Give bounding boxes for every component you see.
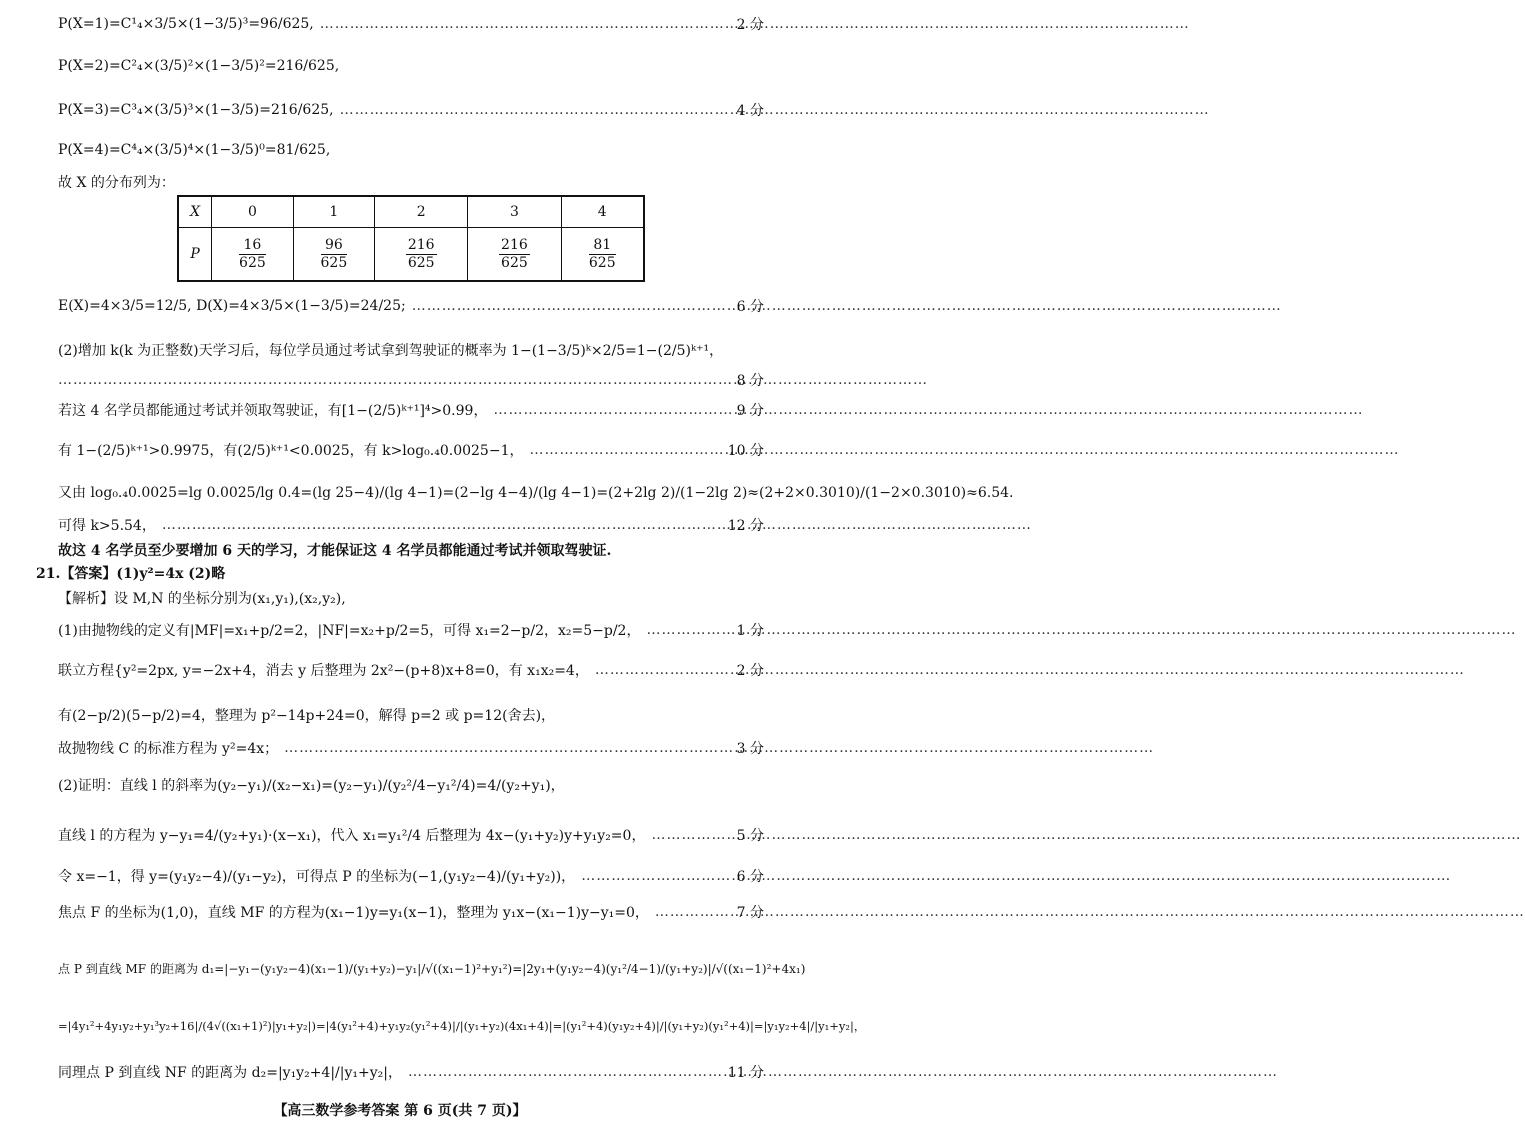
score: 2 分 <box>736 663 764 679</box>
fraction <box>589 237 616 270</box>
leader-dots <box>320 16 731 32</box>
line-text: P(X=3)=C³₄×(3/5)³×(1−3/5)=216/625, <box>58 102 334 118</box>
line-text: 故抛物线 C 的标准方程为 y²=4x； <box>58 741 279 757</box>
numerator: 96 <box>321 237 348 254</box>
table-cell <box>212 228 293 282</box>
line-text: 令 x=−1，得 y=(y₁y₂−4)/(y₁−y₂)，可得点 P 的坐标为(−1,(y₁y₂−4)/(y₁+y₂))， <box>58 869 576 885</box>
line-q21-distance-d2 <box>58 1062 764 1082</box>
line-text: 有(2−p/2)(5−p/2)=4，整理为 p²−14p+24=0，解得 p=2 或 p=12(舍去)， <box>58 708 556 724</box>
denominator: 625 <box>501 254 528 271</box>
score: 11 分 <box>727 1065 764 1081</box>
denominator: 625 <box>239 254 266 271</box>
page-footer: 【高三数学参考答案 第 6 页(共 7 页)】 <box>273 1103 527 1119</box>
leader-dots <box>646 622 730 638</box>
numerator: 81 <box>589 237 616 254</box>
line-distribution-intro <box>58 172 764 192</box>
table-cell <box>468 228 561 282</box>
line-text: P(X=4)=C⁴₄×(3/5)⁴×(1−3/5)⁰=81/625, <box>58 142 331 158</box>
table-cell: P <box>178 228 212 282</box>
score: 10 分 <box>727 443 764 459</box>
line-q21-distance-simplify <box>58 1018 866 1034</box>
score: 5 分 <box>736 828 764 844</box>
line-k-result <box>58 515 764 535</box>
line-text: 故这 4 名学员至少要增加 6 天的学习，才能保证这 4 名学员都能通过考试并领取驾驶证. <box>58 543 612 559</box>
line-text: 若这 4 名学员都能通过考试并领取驾驶证，有[1−(2/5)ᵏ⁺¹]⁴>0.99， <box>58 403 488 419</box>
leader-dots <box>340 102 731 118</box>
table-cell: 3 <box>468 196 561 228</box>
leader-dots <box>581 868 730 884</box>
line-text: 【解析】设 M,N 的坐标分别为(x₁,y₁),(x₂,y₂), <box>58 591 346 607</box>
line-text: (2)证明：直线 l 的斜率为(y₂−y₁)/(x₂−x₁)=(y₂−y₁)/(y₂²/4−y₁²/4)=4/(y₂+y₁)， <box>58 778 565 794</box>
score: 2 分 <box>736 17 764 33</box>
distribution-table <box>177 195 645 282</box>
line-text: 焦点 F 的坐标为(1,0)，直线 MF 的方程为(x₁−1)y=y₁(x−1)，整理为 y₁x−(x₁−1)y−y₁=0， <box>58 905 649 921</box>
line-probability-k <box>58 340 764 360</box>
leader-dots <box>595 662 731 678</box>
table-cell <box>561 228 644 282</box>
score: 6 分 <box>736 869 764 885</box>
line-q21-setup <box>58 588 764 608</box>
line-q21-focus <box>58 902 764 922</box>
table-row <box>178 228 644 282</box>
line-text: 可得 k>5.54， <box>58 518 156 534</box>
fraction <box>321 237 348 270</box>
line-score-8 <box>58 370 764 390</box>
table-cell <box>293 228 374 282</box>
line-q21-standard <box>58 738 764 758</box>
line-p3 <box>58 100 764 120</box>
score: 12 分 <box>727 518 764 534</box>
line-text: 同理点 P 到直线 NF 的距离为 d₂=|y₁y₂+4|/|y₁+y₂|， <box>58 1065 402 1081</box>
leader-dots <box>493 402 730 418</box>
leader-dots <box>162 517 722 533</box>
line-q21-line-eq <box>58 825 764 845</box>
leader-dots <box>651 827 730 843</box>
line-q21-system <box>58 660 764 680</box>
table-cell: 2 <box>375 196 468 228</box>
line-text: (2)增加 k(k 为正整数)天学习后，每位学员通过考试拿到驾驶证的概率为 1−(1−3/5)ᵏ×2/5=1−(2/5)ᵏ⁺¹， <box>58 343 724 359</box>
line-text: 故 X 的分布列为： <box>58 175 175 191</box>
leader-dots <box>58 372 731 388</box>
leader-dots <box>655 904 731 920</box>
line-inequality <box>58 400 764 420</box>
score: 1 分 <box>736 623 764 639</box>
leader-dots <box>408 1064 722 1080</box>
score: 3 分 <box>736 741 764 757</box>
line-q21-definition <box>58 620 764 640</box>
line-text: P(X=2)=C²₄×(3/5)²×(1−3/5)²=216/625, <box>58 58 340 74</box>
line-conclusion <box>58 540 764 560</box>
line-text: 21.【答案】(1)y²=4x (2)略 <box>36 566 226 582</box>
line-text: =|4y₁²+4y₁y₂+y₁³y₂+16|/(4√((x₁+1)²)|y₁+y₂|)=|4(y₁²+4)+y₁y₂(y₁²+4)|/|(y₁+y₂)(4x₁+4)|=|(y₁²+4)(y₁y₂+4)|/|(y₁+y₂)(y₁²+4)|=|y₁y₂+4|/|y₁+y₂|， <box>58 1019 866 1033</box>
fraction <box>239 237 266 270</box>
fraction <box>406 237 437 270</box>
line-text: 点 P 到直线 MF 的距离为 d₁=|−y₁−(y₁y₂−4)(x₁−1)/(y₁+y₂)−y₁|/√((x₁−1)²+y₁²)=|2y₁+(y₁y₂−4)(y₁²/4−1)/(y₁+y₂)|/√((x₁−1)²+4x₁) <box>58 962 806 976</box>
table-cell: 4 <box>561 196 644 228</box>
leader-dots <box>412 298 731 314</box>
leader-dots <box>284 740 731 756</box>
line-text: 有 1−(2/5)ᵏ⁺¹>0.9975，有(2/5)ᵏ⁺¹<0.0025，有 k>log₀.₄0.0025−1， <box>58 443 524 459</box>
numerator: 16 <box>239 237 266 254</box>
line-expectation <box>58 296 764 316</box>
fraction <box>499 237 530 270</box>
denominator: 625 <box>588 254 616 271</box>
line-text: 又由 log₀.₄0.0025=lg 0.0025/lg 0.4=(lg 25−4)/(lg 4−1)=(2−lg 4−4)/(lg 4−1)=(2+2lg 2)/(1−2lg 2)≈(2+2×0.3010)/(1−2×0.3010)≈6.54. <box>58 485 1014 501</box>
line-text: 直线 l 的方程为 y−y₁=4/(y₂+y₁)·(x−x₁)，代入 x₁=y₁²/4 后整理为 4x−(y₁+y₂)y+y₁y₂=0， <box>58 828 646 844</box>
score: 9 分 <box>736 403 764 419</box>
line-p1 <box>58 14 764 34</box>
line-p2 <box>58 58 764 74</box>
line-q21-answer <box>36 563 764 583</box>
line-text: 联立方程{y²=2px, y=−2x+4，消去 y 后整理为 2x²−(p+8)x+8=0，有 x₁x₂=4， <box>58 663 589 679</box>
line-text: P(X=1)=C¹₄×3/5×(1−3/5)³=96/625, <box>58 16 314 32</box>
score: 6 分 <box>736 299 764 315</box>
denominator: 625 <box>320 254 348 271</box>
numerator: 216 <box>407 237 435 254</box>
numerator: 216 <box>501 237 528 254</box>
leader-dots <box>529 442 721 458</box>
line-q21-distance-d1 <box>58 960 806 977</box>
table-cell: 0 <box>212 196 293 228</box>
line-q21-point-p <box>58 866 764 886</box>
line-text: E(X)=4×3/5=12/5, D(X)=4×3/5×(1−3/5)=24/25; <box>58 298 406 314</box>
score: 8 分 <box>736 373 764 389</box>
line-log-compute <box>58 482 1014 502</box>
table-header-row <box>178 196 644 228</box>
line-q21-solve-p <box>58 705 764 725</box>
line-text: (1)由抛物线的定义有|MF|=x₁+p/2=2，|NF|=x₂+p/2=5，可得 x₁=2−p/2，x₂=5−p/2， <box>58 623 641 639</box>
line-log-bound <box>58 440 764 460</box>
table-cell: X <box>178 196 212 228</box>
line-q21-slope <box>58 775 764 795</box>
score: 7 分 <box>736 905 764 921</box>
table-cell <box>375 228 468 282</box>
table-cell: 1 <box>293 196 374 228</box>
denominator: 625 <box>407 254 435 271</box>
score: 4 分 <box>736 103 764 119</box>
line-p4 <box>58 142 764 158</box>
